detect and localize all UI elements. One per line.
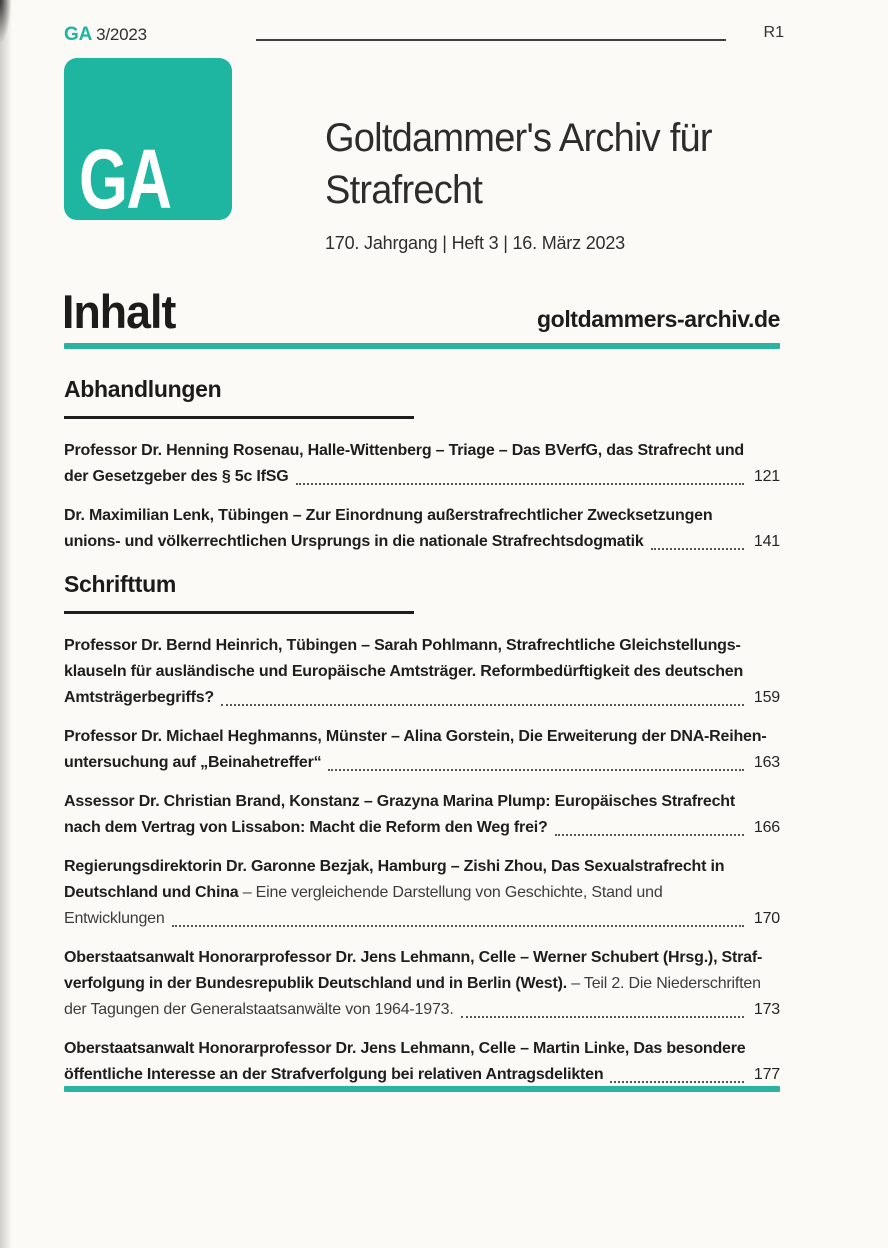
- toc-section: [64, 376, 780, 555]
- toc-entry-line: [64, 1036, 780, 1062]
- scan-edge-shadow: [0, 0, 12, 1248]
- dot-leader: [555, 834, 744, 836]
- contents-heading: Inhalt: [62, 285, 176, 338]
- toc-entry: [64, 789, 780, 841]
- page-number: 141: [753, 533, 780, 550]
- section-title: Schrifttum: [64, 571, 177, 597]
- toc-entry-text: Professor Dr. Henning Rosenau, Halle-Wittenberg – Triage – Das BVerfG, das Strafrecht und: [64, 442, 745, 459]
- toc-entry-text: Dr. Maximilian Lenk, Tübingen – Zur Einordnung außerstrafrechtlicher Zwecksetzungen: [64, 507, 713, 524]
- toc-entry-line: [64, 633, 780, 659]
- toc-entry-text: unions- und völkerrechtlichen Ursprungs in die nationale Strafrechtsdogmatik: [64, 533, 644, 550]
- toc-entry-text: – Teil 2. Die Niederschriften: [567, 975, 761, 992]
- dot-leader: [610, 1081, 743, 1083]
- toc-entry-text: Regierungsdirektorin Dr. Garonne Bezjak, Hamburg – Zishi Zhou, Das Sexualstrafrecht in: [64, 858, 725, 875]
- toc-entry-line: [64, 789, 780, 815]
- toc-entry: [64, 854, 780, 932]
- page-number: 121: [753, 468, 780, 485]
- journal-logo-text: GA: [79, 131, 171, 226]
- toc-entry-text: Professor Dr. Michael Heghmanns, Münster – Alina Gorstein, Die Erweiterung der DNA-Reihen-: [64, 728, 767, 745]
- toc-entry-line: [64, 529, 780, 555]
- toc-section: [64, 571, 780, 1088]
- toc-entry: [64, 503, 780, 555]
- toc-entry-text: klauseln für ausländische und Europäische Amtsträger. Reformbedürftigkeit des deutschen: [64, 663, 744, 680]
- teal-divider-top: [64, 343, 780, 349]
- journal-subtitle: 170. Jahrgang | Heft 3 | 16. März 2023: [325, 233, 625, 253]
- section-title: Abhandlungen: [64, 376, 222, 402]
- toc-entry-text: der Tagungen der Generalstaatsanwälte von 1964-1973.: [64, 1001, 454, 1018]
- toc-entry-text: nach dem Vertrag von Lissabon: Macht die Reform den Weg frei?: [64, 819, 548, 836]
- toc-entry-line: [64, 464, 780, 490]
- toc-entry-text: Oberstaatsanwalt Honorarprofessor Dr. Jens Lehmann, Celle – Werner Schubert (Hrsg.), Straf-: [64, 949, 763, 966]
- toc-entry-text: verfolgung in der Bundesrepublik Deutschland und in Berlin (West).: [64, 975, 567, 992]
- toc-entry-line: [64, 971, 780, 997]
- page-number: 166: [753, 819, 780, 836]
- journal-logo: [64, 58, 232, 226]
- toc-entry-text: untersuchung auf „Beinahetreffer“: [64, 754, 322, 771]
- toc-entry: [64, 1036, 780, 1088]
- toc-entry: [64, 724, 780, 776]
- toc-entry-line: [64, 750, 780, 776]
- dot-leader: [172, 925, 744, 927]
- toc-entry: [64, 438, 780, 490]
- toc-entry-line: [64, 724, 780, 750]
- running-head-issue: [64, 24, 147, 46]
- toc-entry-line: [64, 815, 780, 841]
- dot-leader: [221, 704, 744, 706]
- toc-entry-line: [64, 945, 780, 971]
- toc-entry: [64, 945, 780, 1023]
- toc-entry-text: öffentliche Interesse an der Strafverfolgung bei relativen Antragsdelikten: [64, 1066, 604, 1083]
- scan-corner-artifact: [0, 0, 16, 64]
- toc-entry-line: [64, 438, 780, 464]
- journal-code-label: GA: [64, 24, 93, 45]
- running-head-rule: [256, 39, 726, 41]
- journal-website: goltdammers-archiv.de: [537, 306, 780, 332]
- page-number: 177: [753, 1066, 780, 1083]
- teal-divider-bottom: [64, 1086, 780, 1092]
- dot-leader: [461, 1016, 744, 1018]
- page-number: 173: [753, 1001, 780, 1018]
- masthead-title-block: [325, 112, 805, 254]
- toc-entry-text: Entwicklungen: [64, 910, 165, 927]
- toc-sections: [64, 376, 780, 1101]
- page-number: 170: [753, 910, 780, 927]
- toc-entry-text: der Gesetzgeber des § 5c IfSG: [64, 468, 289, 485]
- toc-entry-text: – Eine vergleichende Darstellung von Geschichte, Stand und: [238, 884, 663, 901]
- toc-entry-line: [64, 880, 780, 906]
- toc-entry-line: [64, 503, 780, 529]
- issue-number-label: 3/2023: [96, 25, 147, 44]
- journal-title: [325, 112, 781, 216]
- dot-leader: [651, 548, 744, 550]
- toc-entry-line: [64, 906, 780, 932]
- journal-title-line1: Goltdammer's Archiv für: [325, 116, 712, 160]
- toc-entry-text: Professor Dr. Bernd Heinrich, Tübingen – Sarah Pohlmann, Strafrechtliche Gleichstellungs-: [64, 637, 741, 654]
- toc-entry: [64, 633, 780, 711]
- page-number: 159: [753, 689, 780, 706]
- toc-entry-line: [64, 659, 780, 685]
- section-title-underline: [64, 611, 414, 614]
- toc-entry-text: Assessor Dr. Christian Brand, Konstanz – Grazyna Marina Plump: Europäisches Strafrecht: [64, 793, 735, 810]
- toc-entry-line: [64, 1062, 780, 1088]
- page-number: 163: [753, 754, 780, 771]
- dot-leader: [296, 483, 744, 485]
- dot-leader: [328, 769, 743, 771]
- toc-entry-text: Deutschland und China: [64, 884, 239, 901]
- toc-entry-line: [64, 997, 780, 1023]
- page-marker: R1: [763, 24, 784, 41]
- toc-entry-text: Oberstaatsanwalt Honorarprofessor Dr. Jens Lehmann, Celle – Martin Linke, Das besondere: [64, 1040, 746, 1057]
- toc-entry-text: Amtsträgerbegriffs?: [64, 689, 215, 706]
- toc-entry-line: [64, 854, 780, 880]
- toc-entry-line: [64, 685, 780, 711]
- journal-title-line2: Strafrecht: [325, 168, 483, 212]
- section-title-underline: [64, 416, 414, 419]
